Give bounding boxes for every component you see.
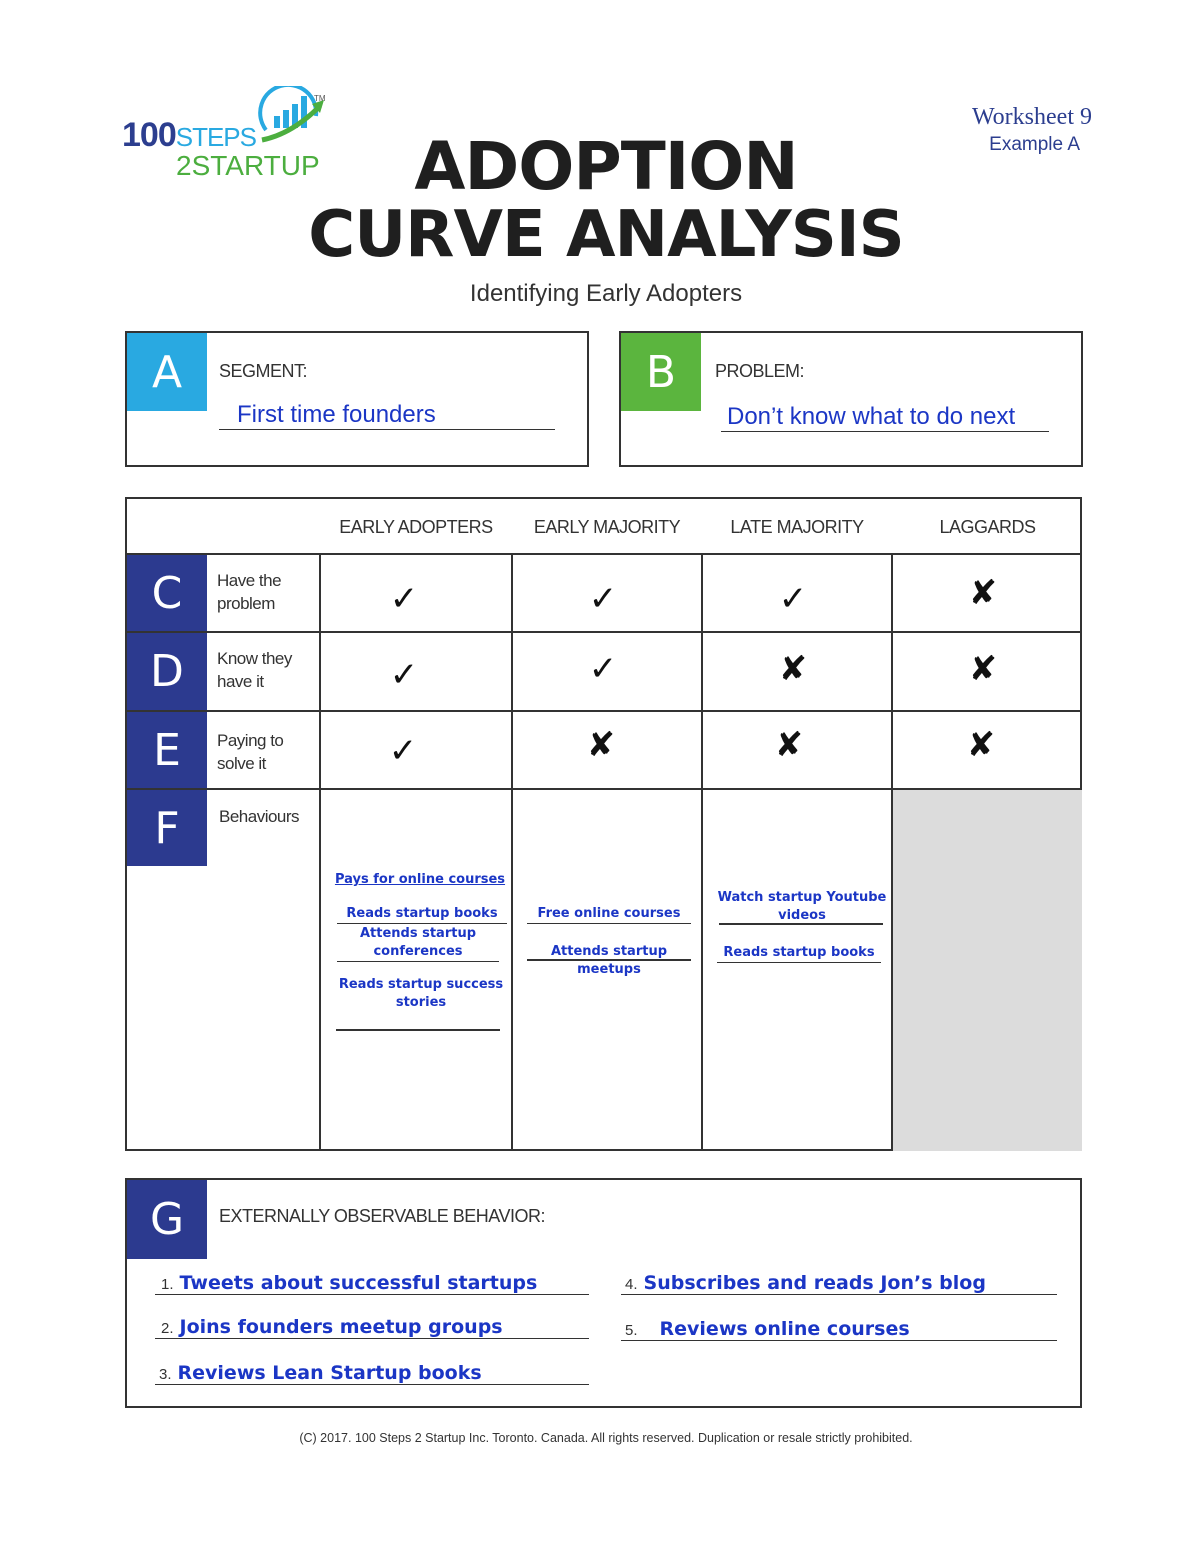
mark-d-early-adopters: ✓	[389, 655, 419, 695]
mark-d-early-majority: ✓	[588, 649, 618, 689]
footer-copyright: (C) 2017. 100 Steps 2 Startup Inc. Toronto. Canada. All rights reserved. Duplication or resale strictly prohibited.	[299, 1431, 913, 1445]
external-badge: G	[127, 1180, 207, 1259]
page-title-line1: ADOPTION	[414, 128, 798, 205]
row-label-f: Behaviours	[219, 807, 300, 826]
problem-badge: B	[621, 333, 701, 411]
segment-label: SEGMENT:	[219, 361, 308, 381]
behaviour-em-2[interactable]: Attends startup meetups	[550, 944, 668, 977]
worksheet-number: Worksheet 9	[971, 104, 1092, 130]
behaviour-ea-1[interactable]: Pays for online courses	[334, 872, 506, 887]
row-badge-c: C	[127, 555, 207, 631]
page-subtitle: Identifying Early Adopters	[469, 280, 743, 307]
grid-line	[319, 553, 321, 1151]
worksheet-example: Example A	[989, 134, 1080, 155]
col-header-laggards: LAGGARDS	[939, 517, 1036, 537]
grid-line	[701, 553, 703, 1151]
behaviour-lm-1[interactable]: Watch startup Youtube videos	[717, 890, 887, 923]
mark-e-laggards: ✘	[966, 725, 996, 765]
problem-value[interactable]: Don’t know what to do next	[721, 403, 1049, 432]
external-behavior-box	[125, 1178, 1082, 1408]
grid-line	[127, 710, 1082, 712]
behaviour-ea-2[interactable]: Reads startup books	[337, 905, 507, 924]
grid-line	[127, 788, 1082, 790]
page-title-line2: CURVE ANALYSIS	[308, 198, 904, 272]
behaviour-em-line	[527, 959, 691, 961]
col-header-early-majority: EARLY MAJORITY	[533, 517, 681, 537]
mark-d-laggards: ✘	[968, 649, 998, 689]
adoption-matrix	[125, 497, 1082, 1151]
mark-c-laggards: ✘	[968, 573, 998, 613]
logo-trademark: TM	[314, 94, 326, 103]
mark-e-late-majority: ✘	[774, 725, 804, 765]
problem-label: PROBLEM:	[715, 361, 805, 381]
behaviour-lm-line	[719, 923, 883, 925]
segment-value[interactable]: First time founders	[219, 401, 555, 430]
grid-line	[127, 631, 1082, 633]
problem-box	[619, 331, 1083, 467]
external-item-2[interactable]: 2. Joins founders meetup groups	[155, 1316, 589, 1339]
mark-c-early-majority: ✓	[588, 579, 618, 619]
behaviour-ea-blank-line	[336, 1029, 500, 1031]
mark-c-late-majority: ✓	[778, 579, 808, 619]
behaviour-em-1[interactable]: Free online courses	[527, 905, 691, 924]
external-item-1[interactable]: 1. Tweets about successful startups	[155, 1272, 589, 1295]
col-header-late-majority: LATE MAJORITY	[730, 517, 864, 537]
mark-e-early-majority: ✘	[586, 725, 616, 765]
external-item-4[interactable]: 4. Subscribes and reads Jon’s blog	[621, 1272, 1057, 1295]
external-item-5[interactable]: 5. Reviews online courses	[621, 1318, 1057, 1341]
logo-steps: STEPS	[175, 122, 256, 152]
mark-d-late-majority: ✘	[778, 649, 808, 689]
behaviour-ea-3[interactable]: Attends startup conferences	[337, 925, 499, 962]
mark-c-early-adopters: ✓	[389, 579, 419, 619]
row-label-c: Have the problem	[217, 571, 282, 613]
row-badge-e: E	[127, 712, 207, 788]
row-label-d: Know they have it	[217, 649, 292, 691]
grid-line	[127, 553, 1082, 555]
grid-line	[891, 553, 893, 1151]
external-label: EXTERNALLY OBSERVABLE BEHAVIOR:	[219, 1206, 545, 1226]
grid-line	[511, 553, 513, 1151]
external-item-3[interactable]: 3. Reviews Lean Startup books	[155, 1362, 589, 1385]
segment-badge: A	[127, 333, 207, 411]
logo-wordmark-bottom: 2STARTUP	[176, 150, 320, 181]
behaviour-ea-4[interactable]: Reads startup success stories	[338, 977, 504, 1010]
row-badge-f: F	[127, 790, 207, 866]
segment-box	[125, 331, 589, 467]
col-header-early-adopters: EARLY ADOPTERS	[339, 517, 493, 537]
mark-e-early-adopters: ✓	[388, 731, 418, 771]
behaviour-lm-2[interactable]: Reads startup books	[717, 944, 881, 963]
row-badge-d: D	[127, 633, 207, 710]
laggards-behaviours-shaded	[893, 790, 1082, 1151]
logo-number: 100	[122, 116, 176, 154]
row-label-e: Paying to solve it	[217, 731, 284, 773]
